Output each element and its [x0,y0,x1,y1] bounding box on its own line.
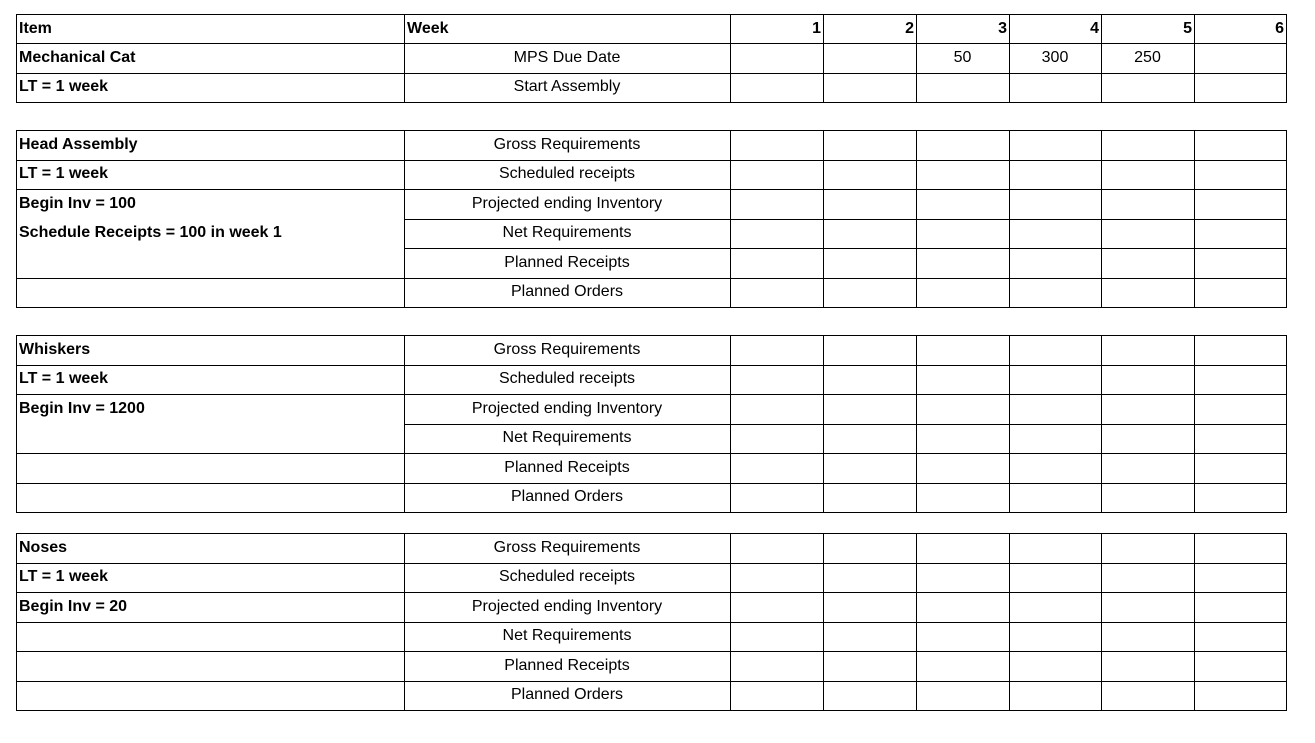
mechanical-cat-row [16,73,1286,103]
week-2-cell [823,394,916,424]
item-header: Item [19,19,52,37]
week-5-cell [1101,622,1194,652]
grid-line [404,424,1287,425]
grid-line [730,335,731,513]
week-number-6: 6 [1275,19,1284,37]
head-assembly-row [16,130,1286,160]
week-3-cell [916,533,1009,563]
week-2-cell [823,73,916,103]
week-2-cell [823,365,916,395]
grid-line [16,130,17,308]
grid-line [404,248,1287,249]
noses-row [16,622,1286,652]
row-description: Gross Requirements [493,340,641,358]
week-6-cell [1194,563,1286,593]
grid-line [1009,43,1010,103]
grid-line [16,335,17,513]
week-6-cell [1194,394,1286,424]
week-2-cell [823,219,916,249]
week-4-cell [1009,681,1101,711]
grid-line [1009,130,1010,308]
week-4-cell [1009,651,1101,681]
week-5-cell [1101,533,1194,563]
week-1-cell [730,483,823,513]
row-description: Projected ending Inventory [471,597,663,615]
grid-line [404,130,405,308]
grid-line [16,512,1287,513]
grid-line [404,335,405,513]
item-label: LT = 1 week [19,78,109,96]
row-description: Planned Receipts [504,253,630,271]
week-5-cell [1101,248,1194,278]
week-6-cell [1194,483,1286,513]
week-2-cell [823,278,916,308]
grid-line [916,14,917,43]
week-4-cell [1009,73,1101,103]
week-6-cell [1194,130,1286,160]
week-6-cell [1194,335,1286,365]
week-4-cell [1009,219,1101,249]
row-description: Start Assembly [513,78,621,96]
week-number-2: 2 [905,19,914,37]
grid-line [16,189,1287,190]
week-6-cell [1194,533,1286,563]
item-label: Mechanical Cat [19,48,136,66]
week-4-cell [1009,592,1101,622]
week-1-cell [730,130,823,160]
week-3-cell [916,130,1009,160]
grid-line [1194,130,1195,308]
item-label: Whiskers [19,340,91,358]
week-6-cell [1194,592,1286,622]
week-4-cell [1009,563,1101,593]
head-assembly-row [16,248,1286,278]
grid-line [16,43,17,103]
item-label [16,483,404,513]
grid-line [1101,335,1102,513]
header-row [16,14,1286,43]
item-label: Begin Inv = 100 [19,194,136,212]
week-4-cell [1009,483,1101,513]
whiskers-row [16,335,1286,365]
grid-line [916,43,917,103]
week-3-cell [916,394,1009,424]
item-label: LT = 1 week [19,370,109,388]
item-label [16,248,404,278]
week-3-cell: 50 [953,48,972,66]
week-5-cell [1101,424,1194,454]
whiskers-row [16,394,1286,424]
grid-line [16,278,1287,279]
item-label: Schedule Receipts = 100 in week 1 [19,224,282,242]
week-2-cell [823,681,916,711]
grid-line [16,160,1287,161]
grid-line [1009,14,1010,43]
week-number-4: 4 [1090,19,1099,37]
week-6-cell [1194,278,1286,308]
grid-line [916,130,917,308]
week-2-cell [823,189,916,219]
grid-line [1194,43,1195,103]
grid-line [730,14,731,43]
week-5-cell [1101,592,1194,622]
week-5-cell [1101,160,1194,190]
week-5-cell [1101,563,1194,593]
grid-line [404,43,405,103]
week-4-cell [1009,248,1101,278]
week-4-cell [1009,365,1101,395]
week-6-cell [1194,681,1286,711]
week-6-cell [1194,73,1286,103]
grid-line [404,219,1287,220]
week-3-cell [916,651,1009,681]
head-assembly-row [16,160,1286,190]
grid-line [16,43,1287,44]
grid-line [1286,43,1287,103]
grid-line [823,533,824,711]
week-6-cell [1194,453,1286,483]
week-6-cell [1194,160,1286,190]
week-2-cell [823,453,916,483]
noses-row [16,651,1286,681]
week-4-cell [1009,335,1101,365]
grid-line [404,14,405,43]
item-label: Begin Inv = 20 [19,597,128,615]
grid-line [730,43,731,103]
week-number-3: 3 [998,19,1007,37]
week-2-cell [823,43,916,73]
noses-row [16,563,1286,593]
week-6-cell [1194,622,1286,652]
week-number-1: 1 [812,19,821,37]
row-description: Planned Orders [510,283,624,301]
row-description: Gross Requirements [493,135,641,153]
item-label: Begin Inv = 1200 [19,399,145,417]
row-description: Net Requirements [502,627,632,645]
week-4-cell [1009,394,1101,424]
item-label: LT = 1 week [19,165,109,183]
row-description: Gross Requirements [493,538,641,556]
grid-line [16,592,1287,593]
item-label: Noses [19,538,68,556]
week-2-cell [823,160,916,190]
week-1-cell [730,681,823,711]
whiskers-row [16,483,1286,513]
whiskers-row [16,424,1286,454]
week-5-cell [1101,365,1194,395]
grid-line [1194,533,1195,711]
grid-line [1101,533,1102,711]
week-2-cell [823,592,916,622]
grid-line [1194,14,1195,43]
head-assembly-row [16,278,1286,308]
row-description: Scheduled receipts [498,568,636,586]
week-2-cell [823,651,916,681]
row-description: Planned Orders [510,686,624,704]
row-description: Projected ending Inventory [471,194,663,212]
week-5-cell [1101,394,1194,424]
grid-line [16,14,17,43]
week-3-cell [916,73,1009,103]
week-2-cell [823,130,916,160]
grid-line [16,453,1287,454]
mechanical-cat-row [16,43,1286,73]
week-6-cell [1194,248,1286,278]
week-2-cell [823,622,916,652]
week-6-cell [1194,365,1286,395]
grid-line [823,43,824,103]
grid-line [730,533,731,711]
week-6-cell [1194,189,1286,219]
week-5-cell [1101,278,1194,308]
grid-line [16,622,1287,623]
week-1-cell [730,189,823,219]
grid-line [16,14,1287,15]
grid-line [16,533,1287,534]
week-1-cell [730,73,823,103]
week-5-cell [1101,189,1194,219]
week-3-cell [916,278,1009,308]
grid-line [16,533,17,711]
week-5-cell [1101,130,1194,160]
row-description: Planned Receipts [504,656,630,674]
grid-line [730,130,731,308]
week-4-cell: 300 [1041,48,1069,66]
week-4-cell [1009,622,1101,652]
grid-line [16,102,1287,103]
week-5-cell [1101,335,1194,365]
week-5-cell [1101,73,1194,103]
grid-line [1286,130,1287,308]
week-4-cell [1009,424,1101,454]
week-3-cell [916,365,1009,395]
week-3-cell [916,622,1009,652]
week-2-cell [823,424,916,454]
week-1-cell [730,424,823,454]
week-1-cell [730,622,823,652]
week-1-cell [730,160,823,190]
week-4-cell [1009,453,1101,483]
item-label: Head Assembly [19,135,138,153]
week-1-cell [730,335,823,365]
row-description: Scheduled receipts [498,165,636,183]
week-3-cell [916,453,1009,483]
item-label [16,278,404,308]
week-1-cell [730,248,823,278]
item-label: LT = 1 week [19,568,109,586]
grid-line [404,533,405,711]
week-1-cell [730,533,823,563]
week-1-cell [730,219,823,249]
grid-line [916,533,917,711]
week-5-cell: 250 [1134,48,1161,66]
whiskers-row [16,365,1286,395]
grid-line [1009,335,1010,513]
week-header: Week [407,19,449,37]
grid-line [1101,130,1102,308]
week-4-cell [1009,189,1101,219]
week-3-cell [916,189,1009,219]
grid-line [1286,335,1287,513]
grid-line [16,394,1287,395]
grid-line [16,130,1287,131]
grid-line [16,651,1287,652]
week-1-cell [730,43,823,73]
week-5-cell [1101,219,1194,249]
week-1-cell [730,278,823,308]
noses-row [16,533,1286,563]
grid-line [916,335,917,513]
noses-row [16,681,1286,711]
grid-line [1194,335,1195,513]
grid-line [16,73,1287,74]
row-description: Projected ending Inventory [471,399,663,417]
grid-line [16,365,1287,366]
week-6-cell [1194,219,1286,249]
grid-line [16,681,1287,682]
whiskers-row [16,453,1286,483]
grid-line [16,710,1287,711]
week-1-cell [730,592,823,622]
week-3-cell [916,335,1009,365]
grid-line [1009,533,1010,711]
noses-row [16,592,1286,622]
row-description: Net Requirements [502,224,632,242]
row-description: MPS Due Date [513,48,621,66]
week-3-cell [916,160,1009,190]
grid-line [16,307,1287,308]
item-label [16,453,404,483]
week-3-cell [916,681,1009,711]
week-3-cell [916,424,1009,454]
item-label [16,622,404,652]
grid-line [1286,14,1287,43]
grid-line [16,483,1287,484]
week-2-cell [823,248,916,278]
week-4-cell [1009,278,1101,308]
week-1-cell [730,651,823,681]
week-1-cell [730,563,823,593]
grid-line [1101,14,1102,43]
grid-line [823,130,824,308]
grid-line [1286,533,1287,711]
week-1-cell [730,394,823,424]
week-2-cell [823,335,916,365]
item-label [16,651,404,681]
week-5-cell [1101,453,1194,483]
week-number-5: 5 [1183,19,1192,37]
week-6-cell [1194,651,1286,681]
week-3-cell [916,483,1009,513]
week-4-cell [1009,160,1101,190]
week-1-cell [730,453,823,483]
week-4-cell [1009,130,1101,160]
week-3-cell [916,563,1009,593]
week-6-cell [1194,424,1286,454]
row-description: Planned Orders [510,488,624,506]
week-5-cell [1101,483,1194,513]
grid-line [16,563,1287,564]
item-label [16,424,404,454]
week-3-cell [916,592,1009,622]
week-6-cell [1194,43,1286,73]
grid-line [16,335,1287,336]
week-2-cell [823,563,916,593]
row-description: Scheduled receipts [498,370,636,388]
row-description: Planned Receipts [504,458,630,476]
week-3-cell [916,248,1009,278]
grid-line [1101,43,1102,103]
week-5-cell [1101,681,1194,711]
week-5-cell [1101,651,1194,681]
grid-line [823,14,824,43]
grid-line [823,335,824,513]
week-3-cell [916,219,1009,249]
row-description: Net Requirements [502,429,632,447]
head-assembly-row [16,189,1286,219]
head-assembly-row [16,219,1286,249]
week-1-cell [730,365,823,395]
item-label [16,681,404,711]
week-2-cell [823,483,916,513]
week-2-cell [823,533,916,563]
week-4-cell [1009,533,1101,563]
